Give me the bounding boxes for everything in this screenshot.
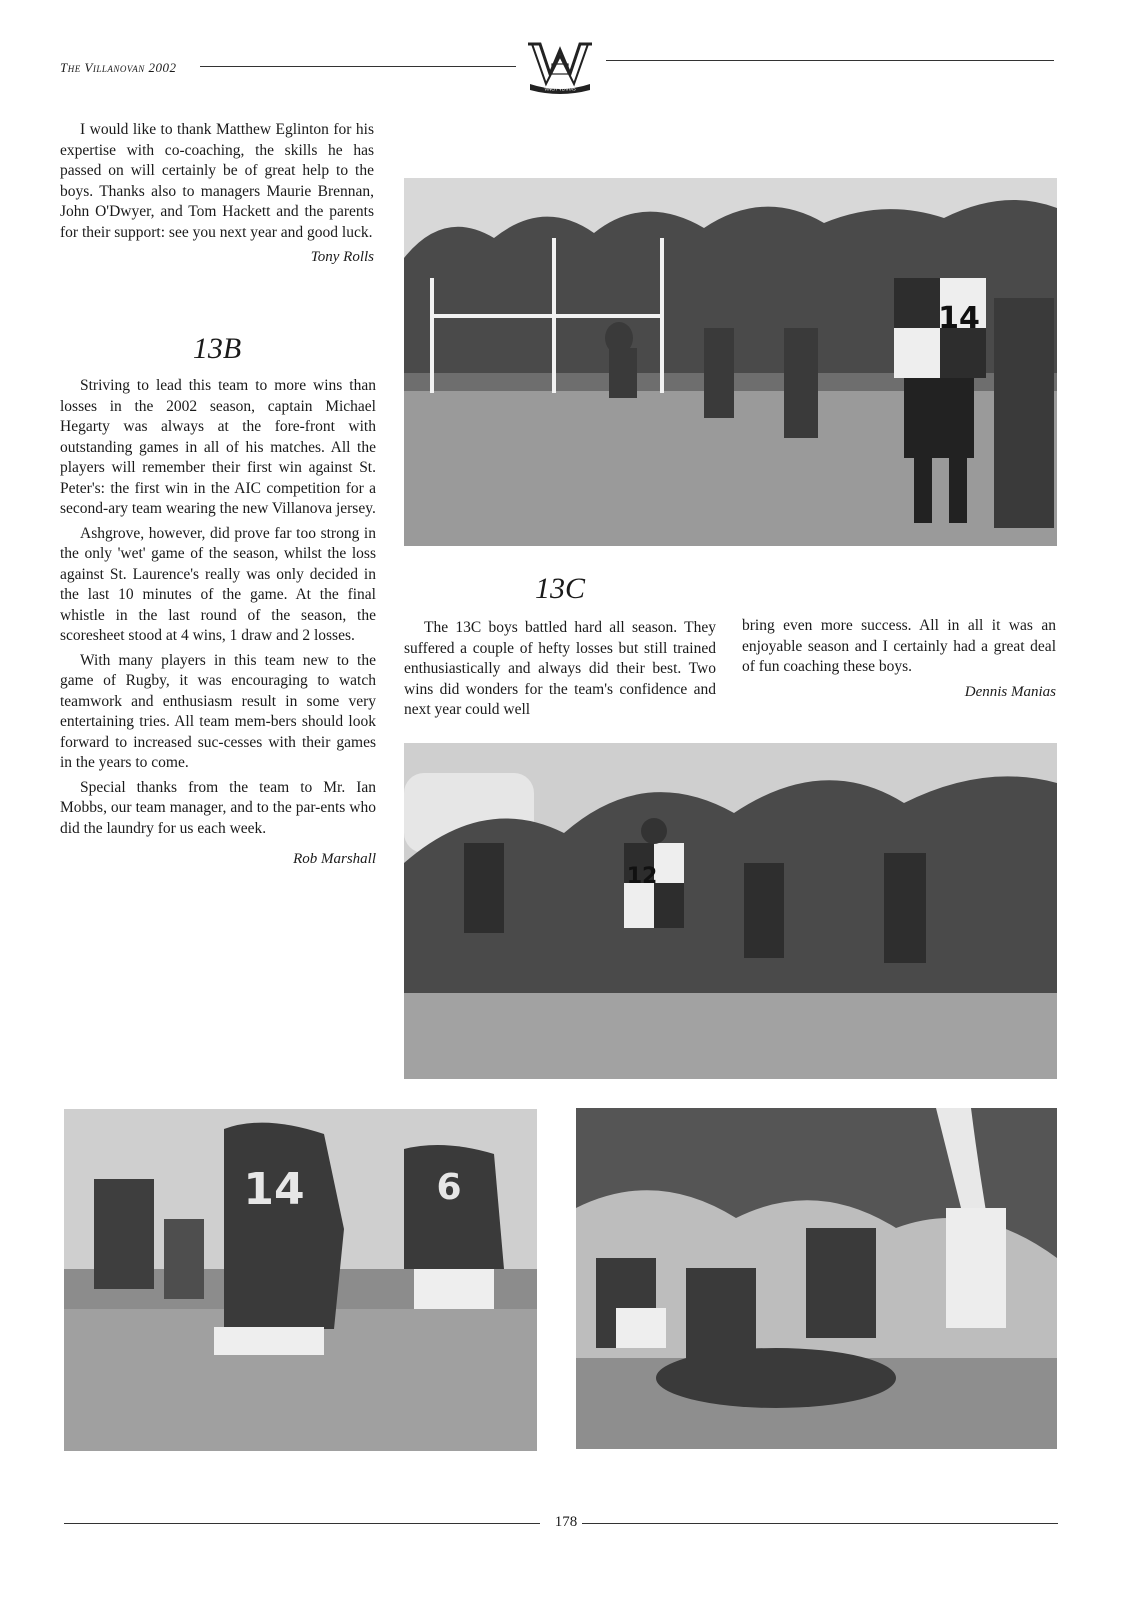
section-13c-column-1 [404, 618, 716, 725]
bottom-left-jersey-number-1: 14 [243, 1164, 305, 1215]
section-13c-heading: 13C [534, 572, 585, 605]
section-13b-paragraph-3: With many players in this team new to the game of Rugby, it was encouraging to watch teamwork and enthusiasm result in some very entertaining tries. All team mem-bers should look forward to increased suc-cesses with their games in the years to come. [60, 651, 376, 771]
section-13b-paragraph-4: Special thanks from the team to Mr. Ian Mobbs, our team manager, and to the par-ents who did the laundry for us each week. [60, 778, 376, 837]
section-13b-body [60, 376, 376, 870]
section-13c-paragraph-1: The 13C boys battled hard all season. They suffered a couple of hefty losses but still trained enthusiastically and always did their best. Two wins did wonders for the team's confidence and next year could well [404, 619, 716, 718]
photo-lineout [404, 178, 1057, 546]
section-13b-heading: 13B [192, 332, 242, 365]
photo-kick [404, 743, 1057, 1079]
intro-paragraph: I would like to thank Matthew Eglinton for his expertise with co-coaching, the skills he has passed on will certainly be of great help to the boys. Thanks also to managers Maurie Brennan, John O'Dwyer, and Tom Hackett and the parents for their support: see you next year and good luck. [60, 121, 374, 241]
middle-photo-jersey-number: 12 [626, 864, 658, 889]
intro-block [60, 120, 374, 268]
header-rule-left [200, 66, 516, 67]
crest-motto: VINCIT VERITAS [544, 86, 576, 92]
school-crest-logo [524, 40, 596, 94]
section-13c-paragraph-2: bring even more success. All in all it was an enjoyable season and I certainly had a great deal of fun coaching these boys. [742, 617, 1056, 675]
top-photo-jersey-number: 14 [938, 301, 980, 336]
running-title: The Villanovan 2002 [60, 60, 177, 75]
section-13b-paragraph-1: Striving to lead this team to more wins than losses in the 2002 season, captain Michael Hegarty was always at the fore-front with outstanding games in all of his matches. All the players will remember their first win against St. Peter's: the first win in the AIC competition for a second-ary team wearing the new Villanova jersey. [60, 377, 376, 517]
photo-ruck [576, 1108, 1057, 1449]
page-number: 178 [554, 1514, 578, 1530]
section-13c-column-2 [742, 616, 1056, 702]
bottom-left-jersey-number-2: 6 [436, 1167, 462, 1208]
section-13b-signature: Rob Marshall [293, 851, 376, 867]
section-13c-signature: Dennis Manias [964, 683, 1056, 700]
photo-backline [64, 1109, 537, 1451]
intro-signature: Tony Rolls [310, 249, 374, 265]
header-rule-right [606, 60, 1054, 61]
section-13b-paragraph-2: Ashgrove, however, did prove far too strong in the only 'wet' game of the season, whilst the loss against St. Laurence's really was only decided in the last 10 minutes of the game. At the final whistle in the last round of the season, the scoresheet stood at 4 wins, 1 draw and 2 losses. [60, 524, 376, 644]
